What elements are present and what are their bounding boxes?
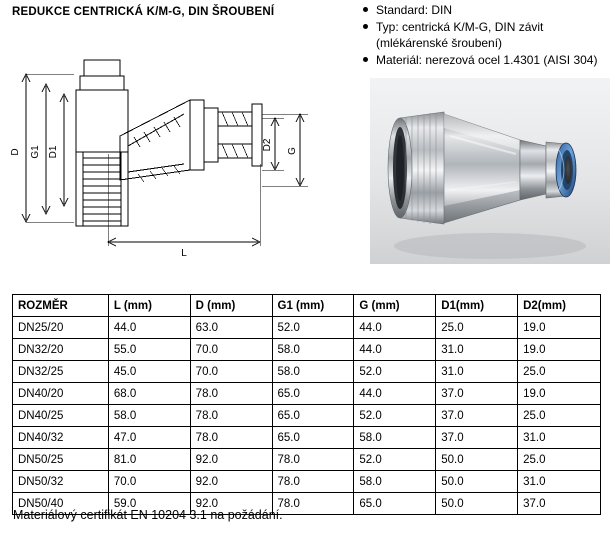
cell-d2: 25.0	[518, 405, 601, 427]
page-title: REDUKCE CENTRICKÁ K/M-G, DIN ŠROUBENÍ	[12, 6, 275, 18]
specs-bullet-list	[358, 2, 608, 69]
cell-d2: 19.0	[518, 383, 601, 405]
cell-g: 44.0	[354, 383, 436, 405]
cell-g: 52.0	[354, 361, 436, 383]
cell-g1: 65.0	[272, 427, 354, 449]
list-item	[376, 2, 608, 18]
table-row	[13, 405, 601, 427]
cell-size: DN40/32	[13, 427, 109, 449]
table-row	[13, 339, 601, 361]
table-row	[13, 427, 601, 449]
cell-d2: 25.0	[518, 449, 601, 471]
column-header: D (mm)	[190, 295, 272, 317]
cell-d1: 31.0	[436, 339, 518, 361]
cell-l: 58.0	[108, 405, 190, 427]
dimensions-table	[12, 294, 601, 515]
table-row	[13, 449, 601, 471]
column-header: G (mm)	[354, 295, 436, 317]
cell-d1: 37.0	[436, 405, 518, 427]
bullet-dot-icon	[363, 7, 368, 12]
column-header: ROZMĚR	[13, 295, 109, 317]
cell-l: 81.0	[108, 449, 190, 471]
cell-d2: 19.0	[518, 339, 601, 361]
cell-size: DN32/25	[13, 361, 109, 383]
cell-g: 44.0	[354, 339, 436, 361]
column-header: D2(mm)	[518, 295, 601, 317]
cell-size: DN40/20	[13, 383, 109, 405]
bullet-dot-icon	[363, 57, 368, 62]
cell-l: 45.0	[108, 361, 190, 383]
dim-label-d1: D1	[48, 145, 59, 159]
product-photo	[370, 78, 610, 264]
cell-d: 78.0	[190, 383, 272, 405]
cell-l: 68.0	[108, 383, 190, 405]
cell-size: DN32/20	[13, 339, 109, 361]
cell-d: 63.0	[190, 317, 272, 339]
cell-d1: 31.0	[436, 361, 518, 383]
cell-d2: 31.0	[518, 427, 601, 449]
cell-d: 92.0	[190, 449, 272, 471]
cell-g1: 78.0	[272, 471, 354, 493]
table-header-row	[13, 295, 601, 317]
cell-d2: 37.0	[518, 493, 601, 515]
cell-d1: 50.0	[436, 449, 518, 471]
cell-g1: 65.0	[272, 383, 354, 405]
cell-g1: 78.0	[272, 493, 354, 515]
cell-d1: 37.0	[436, 427, 518, 449]
dimensions-table-wrapper	[12, 294, 601, 515]
table-row	[13, 471, 601, 493]
cell-d2: 31.0	[518, 471, 601, 493]
cell-d2: 25.0	[518, 361, 601, 383]
cell-d: 78.0	[190, 427, 272, 449]
cell-g1: 58.0	[272, 361, 354, 383]
cell-l: 55.0	[108, 339, 190, 361]
column-header: G1 (mm)	[272, 295, 354, 317]
cell-l: 59.0	[108, 493, 190, 515]
cell-l: 44.0	[108, 317, 190, 339]
dim-label-g: G	[287, 147, 298, 155]
certificate-note: Materiálový certifikát EN 10204 3.1 na požádání.	[13, 508, 283, 522]
cell-d1: 25.0	[436, 317, 518, 339]
cell-d: 70.0	[190, 361, 272, 383]
cell-g1: 65.0	[272, 405, 354, 427]
cell-d: 92.0	[190, 493, 272, 515]
column-header: D1(mm)	[436, 295, 518, 317]
cell-g: 52.0	[354, 405, 436, 427]
dim-label-d: D	[10, 148, 21, 156]
cell-d: 78.0	[190, 405, 272, 427]
cell-size: DN50/40	[13, 493, 109, 515]
cell-g1: 58.0	[272, 339, 354, 361]
cell-d2: 19.0	[518, 317, 601, 339]
cell-g: 58.0	[354, 471, 436, 493]
technical-drawing	[8, 24, 348, 264]
cell-g: 52.0	[354, 449, 436, 471]
bullet-dot-icon	[363, 24, 368, 29]
cell-g1: 52.0	[272, 317, 354, 339]
cell-size: DN25/20	[13, 317, 109, 339]
cell-d1: 37.0	[436, 383, 518, 405]
list-item	[376, 52, 608, 68]
dim-label-g1: G1	[30, 145, 41, 159]
dim-label-d2: D2	[262, 138, 273, 152]
table-row	[13, 383, 601, 405]
cell-g: 65.0	[354, 493, 436, 515]
table-row	[13, 317, 601, 339]
cell-d1: 50.0	[436, 471, 518, 493]
list-item-text: Standard: DIN	[376, 3, 453, 17]
cell-size: DN40/25	[13, 405, 109, 427]
table-row	[13, 361, 601, 383]
cell-size: DN50/32	[13, 471, 109, 493]
cell-d: 70.0	[190, 339, 272, 361]
cell-g: 58.0	[354, 427, 436, 449]
dim-label-l: L	[181, 248, 187, 259]
cell-d1: 50.0	[436, 493, 518, 515]
cell-g: 44.0	[354, 317, 436, 339]
cell-l: 47.0	[108, 427, 190, 449]
column-header: L (mm)	[108, 295, 190, 317]
cell-size: DN50/25	[13, 449, 109, 471]
cell-g1: 78.0	[272, 449, 354, 471]
list-item	[376, 19, 608, 51]
cell-l: 70.0	[108, 471, 190, 493]
cell-d: 92.0	[190, 471, 272, 493]
list-item-text: Typ: centrická K/M-G, DIN závit (mlékárenské šroubení)	[376, 20, 544, 50]
list-item-text: Materiál: nerezová ocel 1.4301 (AISI 304)	[376, 53, 598, 67]
